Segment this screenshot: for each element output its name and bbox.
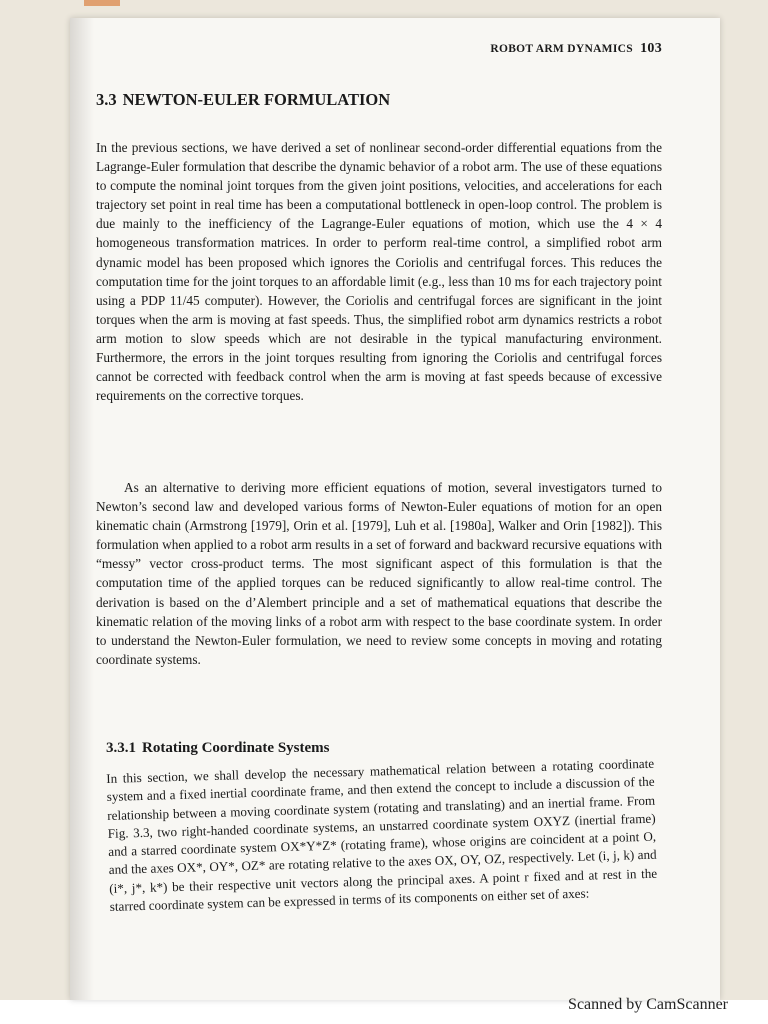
subsection-number: 3.3.1: [106, 740, 136, 756]
page-number: 103: [640, 41, 662, 56]
page-corner: [84, 0, 120, 6]
section-heading: [96, 90, 390, 110]
scanner-watermark: Scanned by CamScanner: [568, 996, 728, 1013]
running-title: ROBOT ARM DYNAMICS: [490, 43, 633, 55]
section-number: 3.3: [96, 90, 117, 109]
paragraph-3: In this section, we shall develop the necessary mathematical relation between a rotating coordinate system and a fixed inertial coordinate frame, and then extend the concept to include a discussion of the relationship between a moving coordinate system (rotating and translating) and an inertial frame. From Fig. 3.3, two right-handed coordinate systems, an unstarred coordinate system OXYZ (inertial frame) and a starred coordinate system OX*Y*Z* (rotating frame), whose origins are coincident at a point O, and the axes OX*, OY*, OZ* are rotating relative to the axes OX, OY, OZ, respectively. Let (i, j, k) and (i*, j*, k*) be their respective unit vectors along the principal axes. A point r fixed and at rest in the starred coordinate system can be expressed in terms of its components on either set of axes:: [106, 755, 658, 915]
subsection-title: Rotating Coordinate Systems: [142, 740, 330, 756]
section-title: NEWTON-EULER FORMULATION: [122, 90, 391, 109]
paragraph-2: As an alternative to deriving more efficient equations of motion, several investigators turned to Newton’s second law and developed various forms of Newton-Euler equations of motion for an open kinematic chain (Armstrong [1979], Orin et al. [1979], Luh et al. [1980a], Walker and Orin [1982]). This formulation when applied to a robot arm results in a set of forward and backward recursive equations with “messy” vector cross-product terms. The most significant aspect of this formulation is that the computation time of the applied torques can be reduced significantly to allow real-time control. The derivation is based on the d’Alembert principle and a set of mathematical equations that describe the kinematic relation of the moving links of a robot arm with respect to the base coordinate system. In order to understand the Newton-Euler formulation, we need to review some concepts in moving and rotating coordinate systems.: [96, 480, 662, 667]
paragraph-1: In the previous sections, we have derived a set of nonlinear second-order differential equations from the Lagrange-Euler formulation that describe the dynamic behavior of a robot arm. The use of these equations to compute the nominal joint torques from the given joint positions, velocities, and accelerations for each trajectory set point in real time has been a computational bottleneck in open-loop control. The problem is due mainly to the inefficiency of the Lagrange-Euler equations of motion, which use the 4 × 4 homogeneous transformation matrices. In order to perform real-time control, a simplified robot arm dynamic model has been proposed which ignores the Coriolis and centrifugal forces. This reduces the computation time for the joint torques to an affordable limit (e.g., less than 10 ms for each trajectory point using a PDP 11/45 computer). However, the Coriolis and centrifugal forces are significant in the joint torques when the arm is moving at fast speeds. Thus, the simplified robot arm dynamics restricts a robot arm motion to slow speeds which are not desirable in the typical manufacturing environment. Furthermore, the errors in the joint torques resulting from ignoring the Coriolis and centrifugal forces cannot be corrected with feedback control when the arm is moving at fast speeds because of excessive requirements on the corrective torques.: [96, 140, 662, 404]
page-gutter-shadow: [70, 18, 94, 1000]
subsection-heading: [106, 740, 330, 757]
running-header: [490, 41, 662, 57]
